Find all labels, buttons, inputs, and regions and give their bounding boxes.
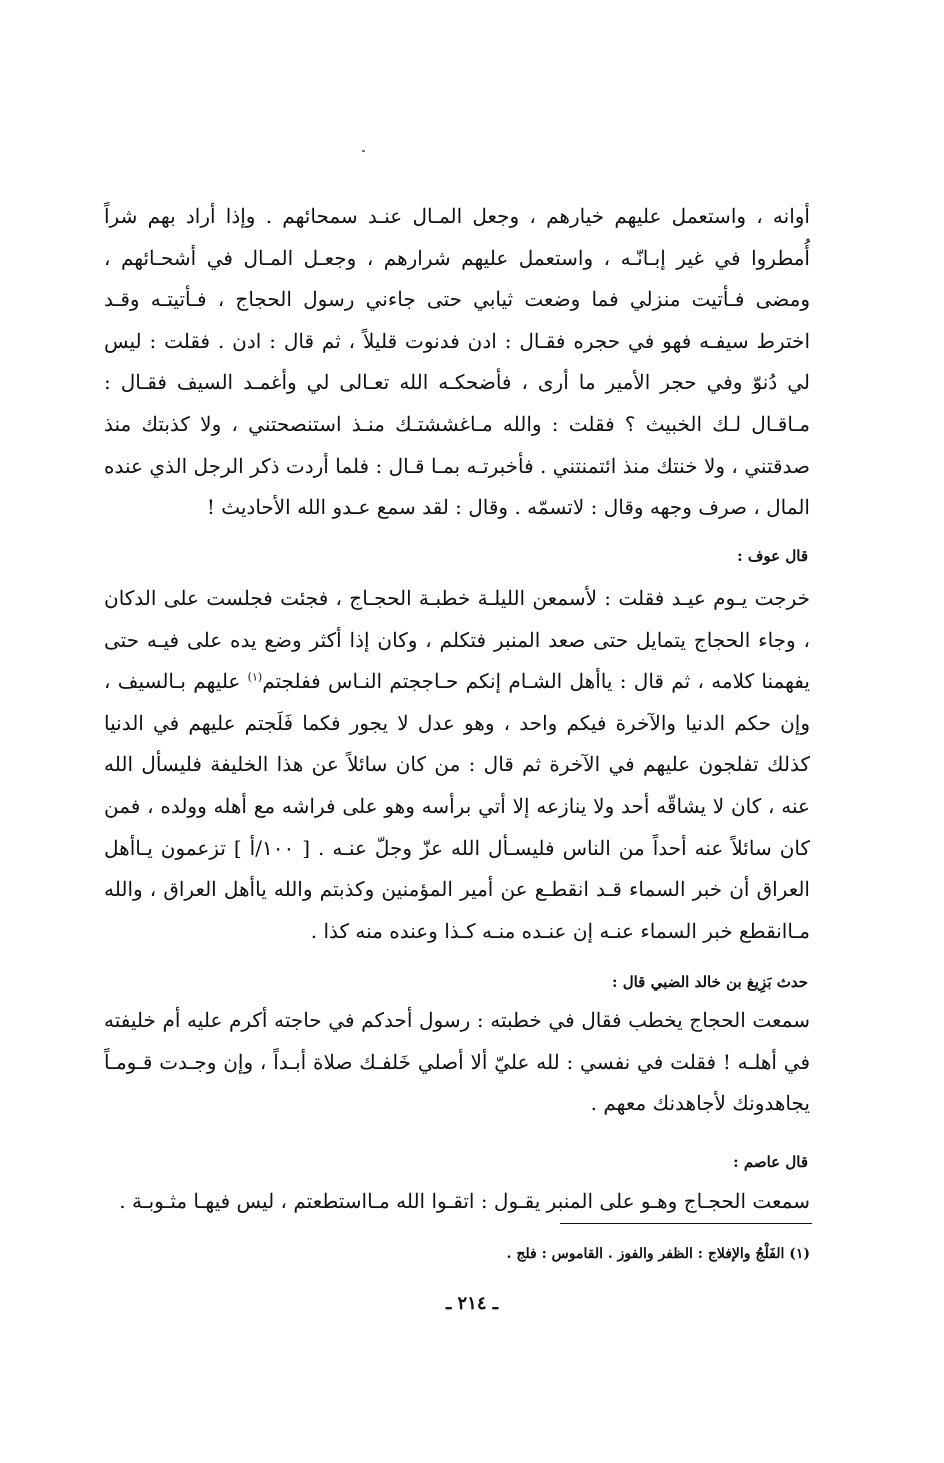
paragraph-2-block bbox=[104, 578, 810, 952]
paragraph-1: أوانه ، واستعمل عليهم خيارهم ، وجعل المـال عنـد سمحائهم . وإذا أراد بهم شراً أُمطروا في غير إبـانّـه ، واستعمل عليهم شرارهم ، وجعـل المـال في أشحـائهم ، ومضى فـأتيت منزلي فما وضعت ثيابي حتى جاءني رسول الحجاج ، فـأتيتـه وقـد اخترط سيفـه فهو في حجره فقـال : ادن فدنوت قليلاً ، ثم قال : ادن . فقلت : ليس لي دُنوّ وفي حجر الأمير ما أرى ، فأضحكـه الله تعـالى لي وأغمـد السيف فقـال : مـاقـال لـك الخبيث ؟ فقلت : والله مـاغششتـك منـذ استنصحتني ، ولا كذبتك منذ صدقتني ، ولا خنتك منذ ائتمنتني . فأخبرتـه بمـا قـال : فلما أردت ذكر الرجل الذي عنده المال ، صرف وجهه وقال : لاتسمّه . وقال : لقد سمع عـدو الله الأحاديث ! bbox=[104, 204, 811, 520]
paragraph-2 bbox=[104, 578, 810, 952]
paragraph-3: سمعت الحجاج يخطب فقال في خطبته : رسول أحدكم في حاجته أكرم عليه أم خليفته في أهلـه ! فقلت في نفسي : لله عليّ ألا أصلي خَلفـك صلاة أبـداً ، وإن وجـدت قـومـاً يجاهدونك لأجاهدنك معهم . bbox=[104, 1008, 810, 1116]
paragraph-3-block bbox=[104, 1000, 810, 1125]
paragraph-4: سمعت الحجـاج وهـو على المنبر يقـول : اتقـوا الله مـااستطعتم ، ليس فيهـا مثـوبـة . bbox=[119, 1189, 810, 1213]
scan-speck bbox=[362, 150, 365, 152]
heading-bazigh: حدث بَزِيغ بن خالد الضبي قال : bbox=[611, 973, 808, 991]
paragraph-1-block bbox=[104, 196, 810, 529]
heading-qala-awf: قال عوف : bbox=[737, 547, 808, 565]
paragraph-4-block bbox=[104, 1181, 810, 1223]
footnote-divider bbox=[560, 1223, 812, 1224]
footnote-reference: (١) bbox=[247, 670, 263, 684]
paragraph-2-part1: خرجت يـوم عيـد فقلت : لأسمعن الليلـة خطبـة الحجـاج ، فجئت فجلست على الدكان ، وجاء الحجاج يتمايل حتى صعد المنبر فتكلم ، وكان إذا أكثر وضع يده على فيـه حتى يفهمنا كلامه ، ثم قال : ياأهل الشـام إنكم حـاججتم النـاس ففلجتم bbox=[104, 586, 810, 694]
page-number: ـ ٢١٤ ـ bbox=[445, 1293, 499, 1314]
paragraph-2-part2: عليهم بـالسيف ، وإن حكم الدنيا والآخرة فيكم واحد ، وهو عدل لا يجور فكما فَلَجتم عليهم في الدنيا كذلك تفلجون عليهم في الآخرة ثم قال : من كان سائلاً عن هذا الخليفة فليسأل الله عنه ، كان لا يشاقّه أحد ولا ينازعه إلا أتي برأسه وهو على فراشه مع أهله وولده ، فمن كان سائلاً عنه أحداً من الناس فليسـأل الله عزّ وجلّ عنـه . [ ١٠٠/أ ] تزعمون يـاأهل العراق أن خبر السماء قـد انقطـع عن أمير المؤمنين وكذبتم والله ياأهل العراق ، والله مـاانقطع خبر السماء عنـه إن عنـده منـه كـذا وعنده منه كذا . bbox=[104, 669, 811, 943]
footnote: (١) الفَلْجُ والإفلاج : الظفر والفوز . القاموس : فلج . bbox=[506, 1246, 810, 1262]
heading-qala-asim: قال عاصم : bbox=[733, 1153, 808, 1171]
